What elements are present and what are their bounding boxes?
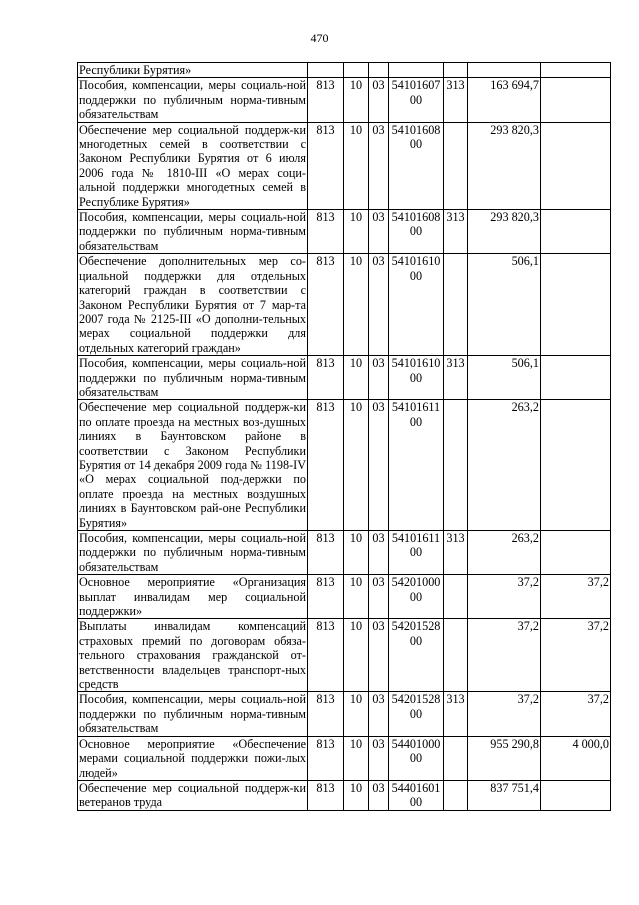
cell-target-article: 5410161000 (389, 254, 444, 356)
cell-name: Обеспечение мер социальной поддерж-ки по оплате проезда на местных воз-душных линиях в Баунтовском районе в соответствии с Законом Республики Бурятия от 14 декабря 2009 года № 1198-IV «О мерах социальной под-держки по оплате проезда на местных воздушных линиях в Баунтовском рай-оне Республики Бурятия» (79, 400, 306, 530)
cell-expense-type (444, 780, 468, 810)
cell-section: 10 (344, 400, 369, 531)
cell-grbs: 813 (308, 78, 344, 122)
cell-amount (468, 63, 541, 78)
cell-expense-type (444, 254, 468, 356)
table-row (78, 63, 611, 78)
budget-table (77, 62, 611, 811)
cell-expense-type (444, 63, 468, 78)
table-row (78, 780, 611, 810)
cell-expense-type: 313 (444, 78, 468, 122)
cell-subsection: 03 (369, 210, 389, 254)
cell-name: Пособия, компенсации, меры социаль-ной поддержки по публичным норма-тивным обязательствам (79, 210, 306, 253)
cell-grbs: 813 (308, 575, 344, 619)
cell-section: 10 (344, 122, 369, 209)
cell-name: Пособия, компенсации, меры социаль-ной поддержки по публичным норма-тивным обязательствам (79, 78, 306, 122)
cell-target-article: 5420152800 (389, 619, 444, 692)
cell-section: 10 (344, 736, 369, 780)
cell-subsection: 03 (369, 780, 389, 810)
table-row (78, 78, 611, 122)
cell-amount: 37,2 (468, 619, 541, 692)
cell-subsection (369, 63, 389, 78)
cell-name: Обеспечение дополнительных мер со-циальной поддержки для отдельных категорий граждан в соответствии с Законом Республики Бурятия от 7 мар-та 2007 года № 2125-III «О дополни-тельных мерах социальной поддержки для отдельных категорий граждан» (79, 254, 306, 355)
cell-amount-subvention (541, 400, 611, 531)
table-row (78, 619, 611, 692)
cell-name: Пособия, компенсации, меры социаль-ной поддержки по публичным норма-тивным обязательствам (79, 356, 306, 399)
table-row (78, 736, 611, 780)
cell-target-article: 5440100000 (389, 736, 444, 780)
cell-amount-subvention (541, 122, 611, 209)
cell-name: Республики Бурятия» (78, 63, 308, 78)
cell-section: 10 (344, 531, 369, 575)
cell-subsection: 03 (369, 78, 389, 122)
cell-amount-subvention (541, 780, 611, 810)
table-row (78, 356, 611, 400)
cell-subsection: 03 (369, 400, 389, 531)
cell-target-article: 5410161100 (389, 400, 444, 531)
cell-amount: 263,2 (468, 531, 541, 575)
cell-subsection: 03 (369, 736, 389, 780)
cell-amount-subvention (541, 63, 611, 78)
table-row (78, 575, 611, 619)
cell-subsection: 03 (369, 356, 389, 400)
cell-subsection: 03 (369, 575, 389, 619)
page-number: 470 (310, 31, 329, 45)
table-body (78, 63, 611, 811)
cell-amount: 293 820,3 (468, 210, 541, 254)
cell-name: Пособия, компенсации, меры социаль-ной поддержки по публичным норма-тивным обязательствам (79, 531, 306, 574)
cell-amount-subvention (541, 210, 611, 254)
cell-subsection: 03 (369, 254, 389, 356)
cell-subsection: 03 (369, 122, 389, 209)
cell-amount: 37,2 (468, 575, 541, 619)
cell-expense-type (444, 736, 468, 780)
cell-amount: 163 694,7 (468, 78, 541, 122)
cell-section (344, 63, 369, 78)
cell-expense-type (444, 400, 468, 531)
cell-amount-subvention (541, 78, 611, 122)
cell-target-article: 5410161000 (389, 356, 444, 400)
cell-amount-subvention (541, 356, 611, 400)
cell-expense-type (444, 619, 468, 692)
cell-target-article: 5410160800 (389, 210, 444, 254)
cell-grbs: 813 (308, 210, 344, 254)
cell-amount-subvention: 4 000,0 (541, 736, 611, 780)
cell-target-article: 5420152800 (389, 692, 444, 736)
cell-target-article: 5410161100 (389, 531, 444, 575)
table-row (78, 400, 611, 531)
cell-name: Обеспечение мер социальной поддерж-ки ветеранов труда (79, 780, 306, 810)
cell-amount-subvention: 37,2 (541, 692, 611, 736)
cell-grbs: 813 (308, 736, 344, 780)
cell-section: 10 (344, 210, 369, 254)
cell-target-article: 5410160800 (389, 122, 444, 209)
table-row (78, 254, 611, 356)
cell-expense-type (444, 122, 468, 209)
cell-section: 10 (344, 254, 369, 356)
cell-section: 10 (344, 356, 369, 400)
cell-section: 10 (344, 575, 369, 619)
cell-expense-type: 313 (444, 692, 468, 736)
cell-amount-subvention (541, 254, 611, 356)
cell-section: 10 (344, 78, 369, 122)
cell-grbs: 813 (308, 780, 344, 810)
table-row (78, 531, 611, 575)
table-row (78, 122, 611, 209)
cell-amount: 506,1 (468, 356, 541, 400)
cell-subsection: 03 (369, 692, 389, 736)
cell-target-article: 5420100000 (389, 575, 444, 619)
cell-expense-type: 313 (444, 210, 468, 254)
cell-section: 10 (344, 692, 369, 736)
cell-amount: 37,2 (468, 692, 541, 736)
cell-name: Основное мероприятие «Организация выплат инвалидам мер социальной поддержки» (79, 575, 306, 619)
cell-grbs: 813 (308, 356, 344, 400)
cell-amount-subvention: 37,2 (541, 575, 611, 619)
cell-amount-subvention (541, 531, 611, 575)
cell-name: Обеспечение мер социальной поддерж-ки многодетных семей в соответствии с Законом Республики Бурятия от 6 июля 2006 года № 1810-III «О мерах соци-альной поддержки многодетных семей в Республике Бурятия» (79, 122, 306, 209)
cell-expense-type: 313 (444, 531, 468, 575)
cell-name: Выплаты инвалидам компенсаций страховых премий по договорам обяза-тельного страхования гражданской от-ветственности владельцев транспорт-ных средств (79, 619, 306, 692)
cell-grbs (308, 63, 344, 78)
cell-amount: 293 820,3 (468, 122, 541, 209)
cell-expense-type (444, 575, 468, 619)
table-row (78, 692, 611, 736)
cell-amount: 837 751,4 (468, 780, 541, 810)
cell-section: 10 (344, 619, 369, 692)
cell-name: Пособия, компенсации, меры социаль-ной поддержки по публичным норма-тивным обязательствам (79, 692, 306, 736)
cell-amount: 263,2 (468, 400, 541, 531)
cell-grbs: 813 (308, 400, 344, 531)
cell-name: Основное мероприятие «Обеспечение мерами социальной поддержки пожи-лых людей» (79, 736, 306, 780)
cell-grbs: 813 (308, 531, 344, 575)
cell-amount-subvention: 37,2 (541, 619, 611, 692)
cell-target-article: 5440160100 (389, 780, 444, 810)
cell-target-article (389, 63, 444, 78)
cell-grbs: 813 (308, 122, 344, 209)
cell-expense-type: 313 (444, 356, 468, 400)
cell-subsection: 03 (369, 531, 389, 575)
cell-section: 10 (344, 780, 369, 810)
cell-grbs: 813 (308, 619, 344, 692)
cell-amount: 506,1 (468, 254, 541, 356)
cell-amount: 955 290,8 (468, 736, 541, 780)
cell-subsection: 03 (369, 619, 389, 692)
cell-target-article: 5410160700 (389, 78, 444, 122)
cell-grbs: 813 (308, 692, 344, 736)
cell-grbs: 813 (308, 254, 344, 356)
table-row (78, 210, 611, 254)
